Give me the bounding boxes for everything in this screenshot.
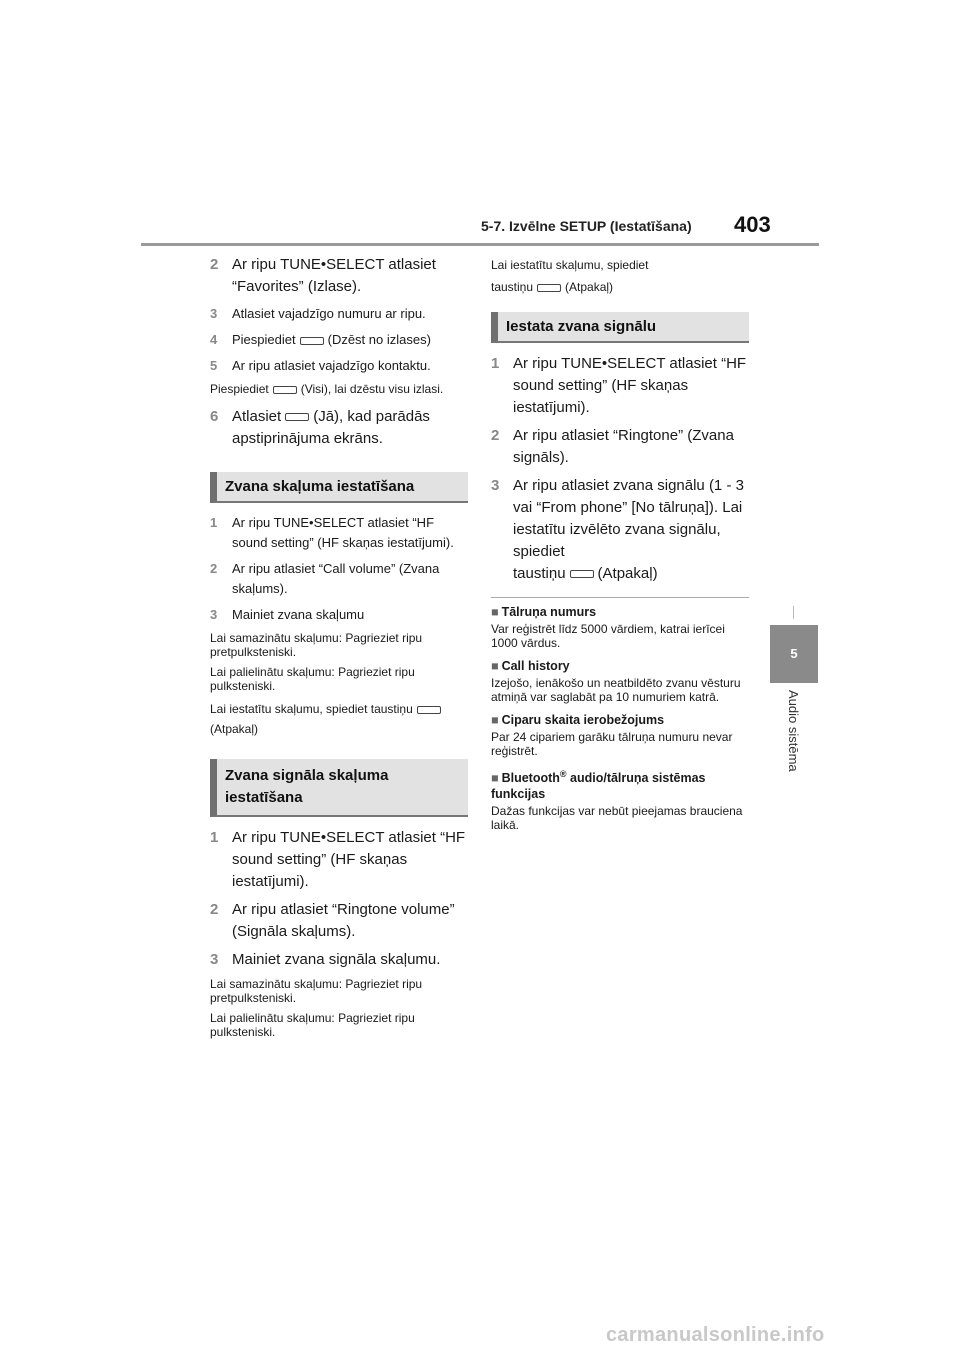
page-number: 403 <box>734 212 771 237</box>
bullet-text: Var reģistrēt līdz 5000 vārdiem, katrai ierīcei 1000 vārdus. <box>491 622 725 650</box>
button-icon <box>300 337 324 345</box>
square-bullet-icon: ■ <box>491 605 499 619</box>
chapter-label: Audio sistēma <box>786 690 801 772</box>
note: Lai palielinātu skaļumu: Pagrieziet ripu pulksteniski. <box>210 1011 415 1039</box>
header-section-title: 5-7. Izvēlne SETUP (Iestatīšana) <box>481 218 692 234</box>
step: 6 Atlasiet (Jā), kad parādās apstiprinājuma ekrāns. <box>210 408 430 447</box>
step: 3 Mainiet zvana skaļumu <box>210 607 365 622</box>
bullet-text: Par 24 cipariem garāku tālruņa numuru nevar reģistrēt. <box>491 730 733 758</box>
step: 2 Ar ripu atlasiet “Call volume” (Zvana skaļums). <box>210 561 440 596</box>
note: Lai palielinātu skaļumu: Pagrieziet ripu pulksteniski. <box>210 665 415 693</box>
button-icon <box>537 284 561 292</box>
divider <box>491 597 749 598</box>
note: Lai samazinātu skaļumu: Pagrieziet ripu pretpulksteniski. <box>210 631 423 659</box>
button-icon <box>273 386 297 394</box>
square-bullet-icon: ■ <box>491 713 499 727</box>
step: 2 Ar ripu atlasiet “Ringtone volume” (Signāla skaļums). <box>210 901 455 940</box>
step: 4 Piespiediet (Dzēst no izlases) <box>210 332 431 347</box>
button-icon <box>570 570 594 578</box>
side-rule <box>793 606 794 619</box>
note: Lai iestatītu skaļumu, spiediet taustiņu (Atpakaļ) <box>491 258 649 294</box>
step: 1 Ar ripu TUNE•SELECT atlasiet “HF sound setting” (HF skaņas iestatījumi). <box>210 515 454 550</box>
step: 5 Ar ripu atlasiet vajadzīgo kontaktu. <box>210 358 431 373</box>
header-rule <box>141 243 819 246</box>
left-column <box>210 254 468 1045</box>
step: 1 Ar ripu TUNE•SELECT atlasiet “HF sound setting” (HF skaņas iestatījumi). <box>491 355 747 416</box>
section-heading: Zvana skaļuma iestatīšana <box>210 472 468 503</box>
step: 3 Atlasiet vajadzīgo numuru ar ripu. <box>210 306 426 321</box>
right-column <box>491 254 749 840</box>
step: 2 Ar ripu atlasiet “Ringtone” (Zvana signāls). <box>491 427 734 466</box>
section-heading: Zvana signāla skaļuma iestatīšana <box>210 759 468 817</box>
step: 3 Ar ripu atlasiet zvana signālu (1 - 3 vai “From phone” [No tālruņa]). Lai iestatītu izvēlēto zvana signālu, spiediet taustiņu (Atpakaļ) <box>491 477 744 582</box>
chapter-tab: 5 <box>770 625 818 683</box>
bullet-title: ■ Call history <box>491 659 570 673</box>
step: 3 Mainiet zvana signāla skaļumu. <box>210 951 441 968</box>
square-bullet-icon: ■ <box>491 659 499 673</box>
section-heading: Iestata zvana signālu <box>491 312 749 343</box>
bullet-title: ■ Ciparu skaita ierobežojums <box>491 713 665 727</box>
square-bullet-icon: ■ <box>491 771 499 786</box>
button-icon <box>417 706 441 714</box>
step: 1 Ar ripu TUNE•SELECT atlasiet “HF sound setting” (HF skaņas iestatījumi). <box>210 829 466 890</box>
step: 2 Ar ripu TUNE•SELECT atlasiet “Favorites” (Izlase). <box>210 256 436 295</box>
note: Piespiediet (Visi), lai dzēstu visu izlasi. <box>210 382 444 396</box>
note: Lai samazinātu skaļumu: Pagrieziet ripu pretpulksteniski. <box>210 977 423 1005</box>
button-icon <box>285 413 309 421</box>
watermark: carmanualsonline.info <box>606 1324 825 1346</box>
note: Lai iestatītu skaļumu, spiediet taustiņu (Atpakaļ) <box>210 699 468 739</box>
bullet-title: ■ Bluetooth® audio/tālruņa sistēmas funkcijas <box>491 769 706 802</box>
bullet-text: Izejošo, ienākošo un neatbildēto zvanu vēsturu atmiņā var saglabāt pa 10 numuriem katrā. <box>491 676 741 704</box>
bullet-text: Dažas funkcijas var nebūt pieejamas brauciena laikā. <box>491 804 743 833</box>
bullet-title: ■ Tālruņa numurs <box>491 605 597 619</box>
